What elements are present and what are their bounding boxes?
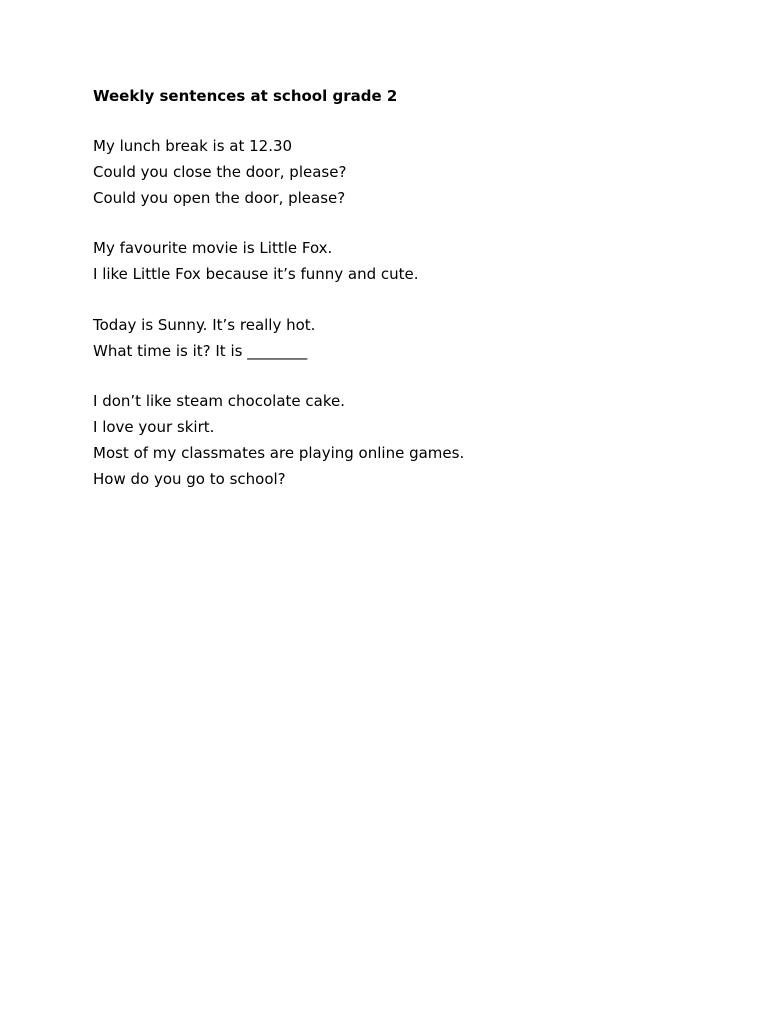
document-body [93,85,713,492]
sentence-line: Could you open the door, please? [93,189,346,207]
sentence-line: I don’t like steam chocolate cake. [93,392,345,410]
sentence-group-4 [93,388,713,492]
sentence-group-3 [93,312,713,364]
document-title: Weekly sentences at school grade 2 [93,87,398,105]
sentence-line: Most of my classmates are playing online games. [93,444,465,462]
sentence-line: I like Little Fox because it’s funny and cute. [93,265,419,283]
sentence-group-2 [93,235,713,287]
sentence-line: My lunch break is at 12.30 [93,137,293,155]
sentence-line: Could you close the door, please? [93,163,347,181]
sentence-group-1 [93,133,713,211]
sentence-line: My favourite movie is Little Fox. [93,239,333,257]
sentence-line: What time is it? It is ________ [93,342,308,360]
sentence-line: Today is Sunny. It’s really hot. [93,316,316,334]
sentence-line: I love your skirt. [93,418,215,436]
sentence-line: How do you go to school? [93,470,286,488]
